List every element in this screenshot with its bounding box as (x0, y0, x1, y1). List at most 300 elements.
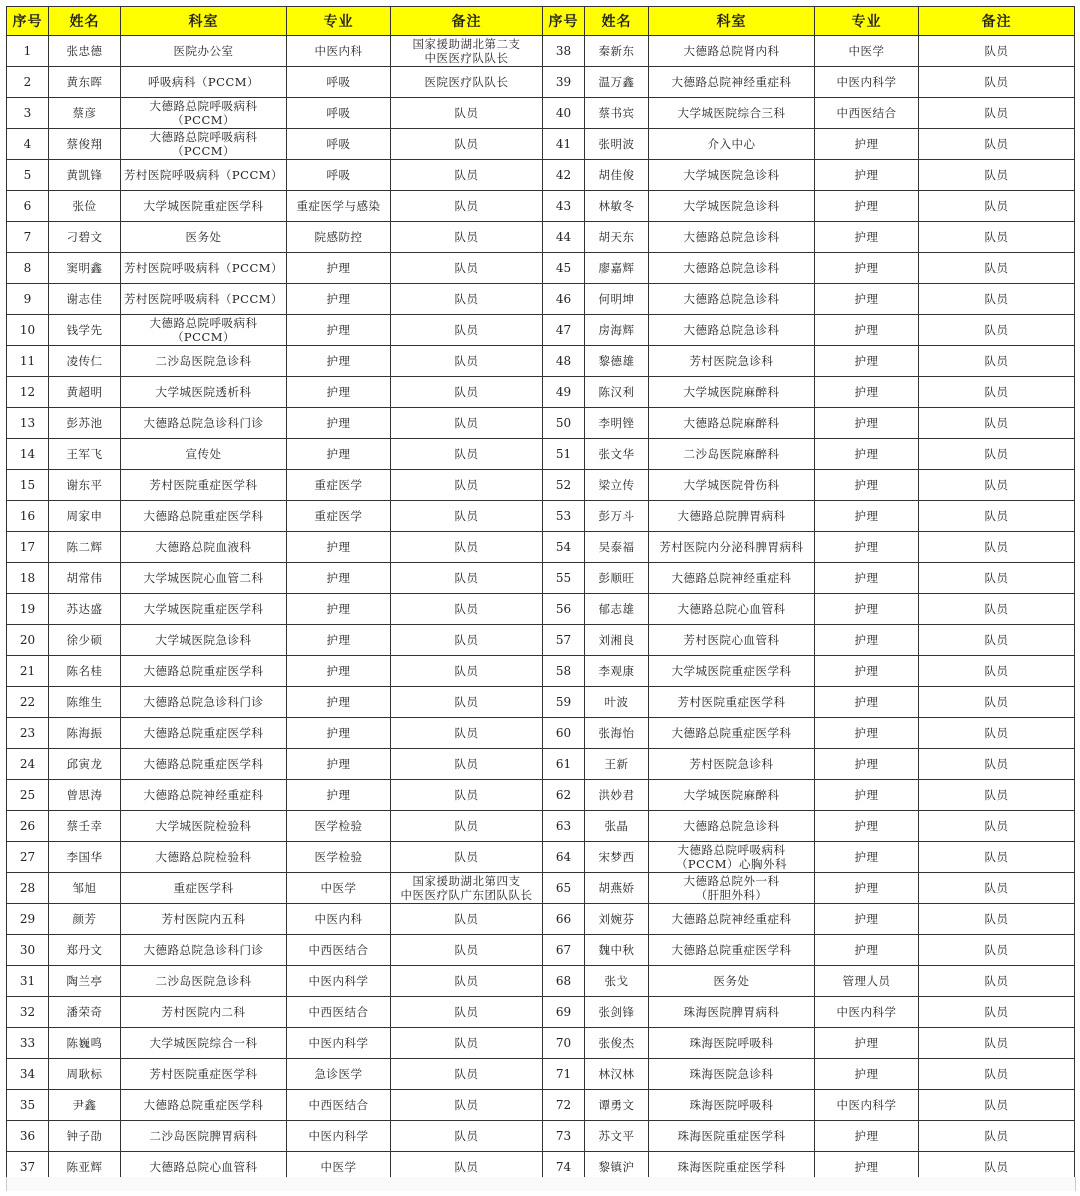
remarks-cell: 队员 (391, 625, 543, 656)
department-cell: 大学城医院骨伤科 (649, 470, 815, 501)
department-cell: 大学城医院综合一科 (121, 1028, 287, 1059)
seq-cell: 65 (543, 873, 585, 904)
remarks-cell: 队员 (391, 284, 543, 315)
remarks-cell: 队员 (919, 377, 1075, 408)
seq-cell: 45 (543, 253, 585, 284)
specialty-cell: 中医内科 (287, 36, 391, 67)
table-row (7, 1090, 1075, 1121)
specialty-cell: 中西医结合 (287, 997, 391, 1028)
specialty-cell: 重症医学 (287, 501, 391, 532)
remarks-cell: 队员 (391, 222, 543, 253)
remarks-cell: 医院医疗队队长 (391, 67, 543, 98)
seq-cell: 36 (7, 1121, 49, 1152)
name-cell: 颜芳 (49, 904, 121, 935)
header-specialty: 专业 (287, 7, 391, 36)
seq-cell: 8 (7, 253, 49, 284)
name-cell: 张戈 (585, 966, 649, 997)
remarks-cell: 队员 (391, 656, 543, 687)
remarks-cell: 队员 (919, 842, 1075, 873)
seq-cell: 11 (7, 346, 49, 377)
specialty-cell: 中医学 (287, 1152, 391, 1183)
seq-cell: 9 (7, 284, 49, 315)
table-row (7, 346, 1075, 377)
seq-cell: 33 (7, 1028, 49, 1059)
department-cell: 大德路总院呼吸病科 （PCCM）心胸外科 (649, 842, 815, 873)
specialty-cell: 护理 (287, 377, 391, 408)
department-cell: 大德路总院急诊科门诊 (121, 935, 287, 966)
seq-cell: 72 (543, 1090, 585, 1121)
specialty-cell: 中医内科 (287, 904, 391, 935)
department-cell: 大学城医院心血管二科 (121, 563, 287, 594)
table-row (7, 160, 1075, 191)
department-cell: 大德路总院重症医学科 (121, 656, 287, 687)
name-cell: 黎德雄 (585, 346, 649, 377)
table-row (7, 563, 1075, 594)
name-cell: 钱学先 (49, 315, 121, 346)
department-cell: 医务处 (649, 966, 815, 997)
table-row (7, 656, 1075, 687)
specialty-cell: 急诊医学 (287, 1059, 391, 1090)
name-cell: 王新 (585, 749, 649, 780)
remarks-cell: 队员 (919, 1090, 1075, 1121)
name-cell: 李观康 (585, 656, 649, 687)
name-cell: 潘荣奇 (49, 997, 121, 1028)
name-cell: 梁立传 (585, 470, 649, 501)
name-cell: 郑丹文 (49, 935, 121, 966)
specialty-cell: 中医内科学 (287, 1121, 391, 1152)
name-cell: 彭顺旺 (585, 563, 649, 594)
specialty-cell: 护理 (815, 1059, 919, 1090)
specialty-cell: 护理 (815, 160, 919, 191)
department-cell: 大德路总院急诊科 (649, 222, 815, 253)
seq-cell: 61 (543, 749, 585, 780)
table-row (7, 315, 1075, 346)
department-cell: 大德路总院急诊科门诊 (121, 408, 287, 439)
specialty-cell: 护理 (287, 749, 391, 780)
seq-cell: 49 (543, 377, 585, 408)
seq-cell: 16 (7, 501, 49, 532)
remarks-cell: 队员 (391, 501, 543, 532)
specialty-cell: 护理 (287, 625, 391, 656)
specialty-cell: 护理 (815, 718, 919, 749)
seq-cell: 74 (543, 1152, 585, 1183)
specialty-cell: 护理 (815, 563, 919, 594)
remarks-cell: 队员 (391, 1121, 543, 1152)
remarks-cell: 队员 (391, 532, 543, 563)
department-cell: 大德路总院脾胃病科 (649, 501, 815, 532)
name-cell: 胡佳俊 (585, 160, 649, 191)
department-cell: 大学城医院麻醉科 (649, 780, 815, 811)
department-cell: 大德路总院呼吸病科 （PCCM） (121, 129, 287, 160)
department-cell: 芳村医院重症医学科 (121, 470, 287, 501)
specialty-cell: 护理 (287, 594, 391, 625)
department-cell: 芳村医院内二科 (121, 997, 287, 1028)
table-row (7, 98, 1075, 129)
specialty-cell: 护理 (815, 904, 919, 935)
seq-cell: 38 (543, 36, 585, 67)
specialty-cell: 中医内科学 (815, 1090, 919, 1121)
remarks-cell: 队员 (919, 67, 1075, 98)
department-cell: 大学城医院麻醉科 (649, 377, 815, 408)
table-row (7, 36, 1075, 67)
department-cell: 芳村医院内分泌科脾胃病科 (649, 532, 815, 563)
department-cell: 芳村医院重症医学科 (121, 1059, 287, 1090)
department-cell: 大德路总院神经重症科 (649, 67, 815, 98)
table-row (7, 687, 1075, 718)
name-cell: 彭万斗 (585, 501, 649, 532)
specialty-cell: 护理 (815, 687, 919, 718)
remarks-cell: 队员 (391, 1028, 543, 1059)
remarks-cell: 队员 (919, 129, 1075, 160)
specialty-cell: 护理 (815, 594, 919, 625)
specialty-cell: 呼吸 (287, 129, 391, 160)
remarks-cell: 队员 (391, 253, 543, 284)
seq-cell: 15 (7, 470, 49, 501)
specialty-cell: 护理 (287, 284, 391, 315)
table-row (7, 408, 1075, 439)
department-cell: 芳村医院呼吸病科（PCCM） (121, 160, 287, 191)
remarks-cell: 队员 (919, 439, 1075, 470)
remarks-cell: 队员 (391, 811, 543, 842)
seq-cell: 52 (543, 470, 585, 501)
remarks-cell: 队员 (919, 532, 1075, 563)
name-cell: 凌传仁 (49, 346, 121, 377)
seq-cell: 60 (543, 718, 585, 749)
seq-cell: 57 (543, 625, 585, 656)
seq-cell: 68 (543, 966, 585, 997)
specialty-cell: 护理 (287, 532, 391, 563)
remarks-cell: 队员 (919, 408, 1075, 439)
remarks-cell: 队员 (391, 1059, 543, 1090)
specialty-cell: 医学检验 (287, 842, 391, 873)
department-cell: 大德路总院外一科 （肝胆外科） (649, 873, 815, 904)
table-row (7, 284, 1075, 315)
remarks-cell: 队员 (919, 656, 1075, 687)
name-cell: 陈亚辉 (49, 1152, 121, 1183)
specialty-cell: 护理 (815, 873, 919, 904)
department-cell: 医务处 (121, 222, 287, 253)
seq-cell: 62 (543, 780, 585, 811)
seq-cell: 44 (543, 222, 585, 253)
name-cell: 窦明鑫 (49, 253, 121, 284)
specialty-cell: 中医内科学 (815, 67, 919, 98)
header-seq: 序号 (7, 7, 49, 36)
seq-cell: 50 (543, 408, 585, 439)
remarks-cell: 队员 (391, 129, 543, 160)
specialty-cell: 呼吸 (287, 67, 391, 98)
remarks-cell: 队员 (391, 842, 543, 873)
sheet-bottom-edge (6, 1177, 1076, 1191)
name-cell: 蔡彦 (49, 98, 121, 129)
remarks-cell: 队员 (391, 997, 543, 1028)
specialty-cell: 医学检验 (287, 811, 391, 842)
seq-cell: 66 (543, 904, 585, 935)
specialty-cell: 护理 (287, 253, 391, 284)
name-cell: 陈汉利 (585, 377, 649, 408)
name-cell: 蔡书宾 (585, 98, 649, 129)
remarks-cell: 队员 (919, 1152, 1075, 1183)
department-cell: 珠海医院重症医学科 (649, 1121, 815, 1152)
name-cell: 陶兰亭 (49, 966, 121, 997)
name-cell: 黎镇沪 (585, 1152, 649, 1183)
table-row (7, 439, 1075, 470)
department-cell: 芳村医院呼吸病科（PCCM） (121, 253, 287, 284)
department-cell: 大德路总院重症医学科 (649, 935, 815, 966)
remarks-cell: 队员 (919, 222, 1075, 253)
table-row (7, 253, 1075, 284)
name-cell: 洪妙君 (585, 780, 649, 811)
remarks-cell: 队员 (919, 36, 1075, 67)
seq-cell: 1 (7, 36, 49, 67)
department-cell: 大德路总院心血管科 (649, 594, 815, 625)
seq-cell: 6 (7, 191, 49, 222)
specialty-cell: 呼吸 (287, 160, 391, 191)
seq-cell: 67 (543, 935, 585, 966)
department-cell: 大德路总院肾内科 (649, 36, 815, 67)
name-cell: 胡天东 (585, 222, 649, 253)
remarks-cell: 队员 (919, 1121, 1075, 1152)
specialty-cell: 中医内科学 (287, 966, 391, 997)
name-cell: 谢东平 (49, 470, 121, 501)
seq-cell: 25 (7, 780, 49, 811)
name-cell: 张海怡 (585, 718, 649, 749)
name-cell: 秦新东 (585, 36, 649, 67)
seq-cell: 21 (7, 656, 49, 687)
remarks-cell: 队员 (391, 966, 543, 997)
name-cell: 黄凯锋 (49, 160, 121, 191)
specialty-cell: 护理 (815, 656, 919, 687)
seq-cell: 71 (543, 1059, 585, 1090)
table-row (7, 1028, 1075, 1059)
name-cell: 邱寅龙 (49, 749, 121, 780)
remarks-cell: 队员 (391, 718, 543, 749)
specialty-cell: 护理 (815, 1152, 919, 1183)
specialty-cell: 护理 (815, 625, 919, 656)
department-cell: 大学城医院检验科 (121, 811, 287, 842)
seq-cell: 7 (7, 222, 49, 253)
seq-cell: 58 (543, 656, 585, 687)
specialty-cell: 护理 (815, 501, 919, 532)
remarks-cell: 国家援助湖北第四支 中医医疗队广东团队队长 (391, 873, 543, 904)
department-cell: 大德路总院麻醉科 (649, 408, 815, 439)
specialty-cell: 护理 (287, 346, 391, 377)
name-cell: 宋梦西 (585, 842, 649, 873)
department-cell: 大德路总院神经重症科 (649, 904, 815, 935)
name-cell: 郁志雄 (585, 594, 649, 625)
department-cell: 珠海医院急诊科 (649, 1059, 815, 1090)
department-cell: 大德路总院呼吸病科 （PCCM） (121, 315, 287, 346)
seq-cell: 12 (7, 377, 49, 408)
department-cell: 大学城医院重症医学科 (649, 656, 815, 687)
header-seq: 序号 (543, 7, 585, 36)
specialty-cell: 护理 (815, 749, 919, 780)
department-cell: 大学城医院重症医学科 (121, 594, 287, 625)
department-cell: 大德路总院检验科 (121, 842, 287, 873)
table-row (7, 594, 1075, 625)
specialty-cell: 护理 (287, 718, 391, 749)
seq-cell: 35 (7, 1090, 49, 1121)
name-cell: 曾思涛 (49, 780, 121, 811)
seq-cell: 10 (7, 315, 49, 346)
department-cell: 大德路总院神经重症科 (121, 780, 287, 811)
department-cell: 医院办公室 (121, 36, 287, 67)
name-cell: 王军飞 (49, 439, 121, 470)
remarks-cell: 队员 (391, 191, 543, 222)
specialty-cell: 中西医结合 (287, 935, 391, 966)
seq-cell: 55 (543, 563, 585, 594)
department-cell: 大德路总院血液科 (121, 532, 287, 563)
seq-cell: 64 (543, 842, 585, 873)
name-cell: 谭勇文 (585, 1090, 649, 1121)
seq-cell: 2 (7, 67, 49, 98)
name-cell: 尹鑫 (49, 1090, 121, 1121)
remarks-cell: 队员 (919, 625, 1075, 656)
specialty-cell: 护理 (287, 780, 391, 811)
seq-cell: 42 (543, 160, 585, 191)
seq-cell: 30 (7, 935, 49, 966)
header-department: 科室 (121, 7, 287, 36)
specialty-cell: 护理 (815, 191, 919, 222)
seq-cell: 3 (7, 98, 49, 129)
remarks-cell: 队员 (391, 408, 543, 439)
name-cell: 刁碧文 (49, 222, 121, 253)
name-cell: 陈维生 (49, 687, 121, 718)
remarks-cell: 队员 (919, 749, 1075, 780)
header-name: 姓名 (585, 7, 649, 36)
department-cell: 二沙岛医院急诊科 (121, 966, 287, 997)
department-cell: 大学城医院急诊科 (649, 160, 815, 191)
header-remarks: 备注 (919, 7, 1075, 36)
name-cell: 苏文平 (585, 1121, 649, 1152)
table-row (7, 470, 1075, 501)
specialty-cell: 院感防控 (287, 222, 391, 253)
seq-cell: 63 (543, 811, 585, 842)
name-cell: 周耿标 (49, 1059, 121, 1090)
name-cell: 蔡壬幸 (49, 811, 121, 842)
department-cell: 芳村医院重症医学科 (649, 687, 815, 718)
table-row (7, 532, 1075, 563)
seq-cell: 4 (7, 129, 49, 160)
department-cell: 大德路总院急诊科 (649, 284, 815, 315)
department-cell: 大德路总院重症医学科 (649, 718, 815, 749)
remarks-cell: 队员 (391, 98, 543, 129)
remarks-cell: 队员 (919, 315, 1075, 346)
remarks-cell: 队员 (919, 935, 1075, 966)
seq-cell: 28 (7, 873, 49, 904)
name-cell: 胡常伟 (49, 563, 121, 594)
department-cell: 珠海医院脾胃病科 (649, 997, 815, 1028)
department-cell: 大德路总院急诊科 (649, 315, 815, 346)
seq-cell: 14 (7, 439, 49, 470)
remarks-cell: 队员 (391, 377, 543, 408)
department-cell: 大德路总院重症医学科 (121, 749, 287, 780)
remarks-cell: 队员 (919, 687, 1075, 718)
specialty-cell: 护理 (815, 1121, 919, 1152)
remarks-cell: 队员 (391, 315, 543, 346)
seq-cell: 32 (7, 997, 49, 1028)
table-row (7, 222, 1075, 253)
specialty-cell: 中医内科学 (815, 997, 919, 1028)
seq-cell: 51 (543, 439, 585, 470)
remarks-cell: 队员 (919, 501, 1075, 532)
seq-cell: 54 (543, 532, 585, 563)
table-row (7, 811, 1075, 842)
department-cell: 大德路总院重症医学科 (121, 501, 287, 532)
specialty-cell: 护理 (815, 780, 919, 811)
name-cell: 刘婉芬 (585, 904, 649, 935)
header-specialty: 专业 (815, 7, 919, 36)
seq-cell: 5 (7, 160, 49, 191)
name-cell: 温万鑫 (585, 67, 649, 98)
specialty-cell: 护理 (287, 563, 391, 594)
remarks-cell: 队员 (919, 346, 1075, 377)
table-row (7, 501, 1075, 532)
name-cell: 张剑锋 (585, 997, 649, 1028)
name-cell: 张俭 (49, 191, 121, 222)
department-cell: 芳村医院心血管科 (649, 625, 815, 656)
name-cell: 黄超明 (49, 377, 121, 408)
remarks-cell: 队员 (391, 935, 543, 966)
seq-cell: 31 (7, 966, 49, 997)
seq-cell: 26 (7, 811, 49, 842)
seq-cell: 73 (543, 1121, 585, 1152)
name-cell: 林敏冬 (585, 191, 649, 222)
name-cell: 徐少硕 (49, 625, 121, 656)
specialty-cell: 中西医结合 (815, 98, 919, 129)
remarks-cell: 队员 (919, 191, 1075, 222)
remarks-cell: 队员 (391, 160, 543, 191)
remarks-cell: 队员 (391, 439, 543, 470)
specialty-cell: 呼吸 (287, 98, 391, 129)
specialty-cell: 护理 (815, 532, 919, 563)
seq-cell: 59 (543, 687, 585, 718)
name-cell: 吴泰福 (585, 532, 649, 563)
specialty-cell: 重症医学 (287, 470, 391, 501)
name-cell: 黄东晖 (49, 67, 121, 98)
seq-cell: 17 (7, 532, 49, 563)
remarks-cell: 队员 (919, 98, 1075, 129)
table-row (7, 191, 1075, 222)
seq-cell: 24 (7, 749, 49, 780)
header-row (7, 7, 1075, 36)
seq-cell: 47 (543, 315, 585, 346)
department-cell: 大学城医院透析科 (121, 377, 287, 408)
header-department: 科室 (649, 7, 815, 36)
remarks-cell: 队员 (391, 1090, 543, 1121)
name-cell: 张晶 (585, 811, 649, 842)
department-cell: 重症医学科 (121, 873, 287, 904)
specialty-cell: 护理 (815, 811, 919, 842)
department-cell: 珠海医院呼吸科 (649, 1028, 815, 1059)
seq-cell: 18 (7, 563, 49, 594)
department-cell: 大德路总院急诊科门诊 (121, 687, 287, 718)
name-cell: 彭苏池 (49, 408, 121, 439)
specialty-cell: 中医学 (287, 873, 391, 904)
department-cell: 二沙岛医院急诊科 (121, 346, 287, 377)
specialty-cell: 护理 (287, 439, 391, 470)
specialty-cell: 护理 (815, 377, 919, 408)
table-row (7, 935, 1075, 966)
remarks-cell: 队员 (919, 780, 1075, 811)
table-row (7, 625, 1075, 656)
seq-cell: 40 (543, 98, 585, 129)
remarks-cell: 队员 (391, 563, 543, 594)
remarks-cell: 队员 (919, 160, 1075, 191)
seq-cell: 34 (7, 1059, 49, 1090)
table-row (7, 780, 1075, 811)
department-cell: 芳村医院急诊科 (649, 749, 815, 780)
department-cell: 呼吸病科（PCCM） (121, 67, 287, 98)
